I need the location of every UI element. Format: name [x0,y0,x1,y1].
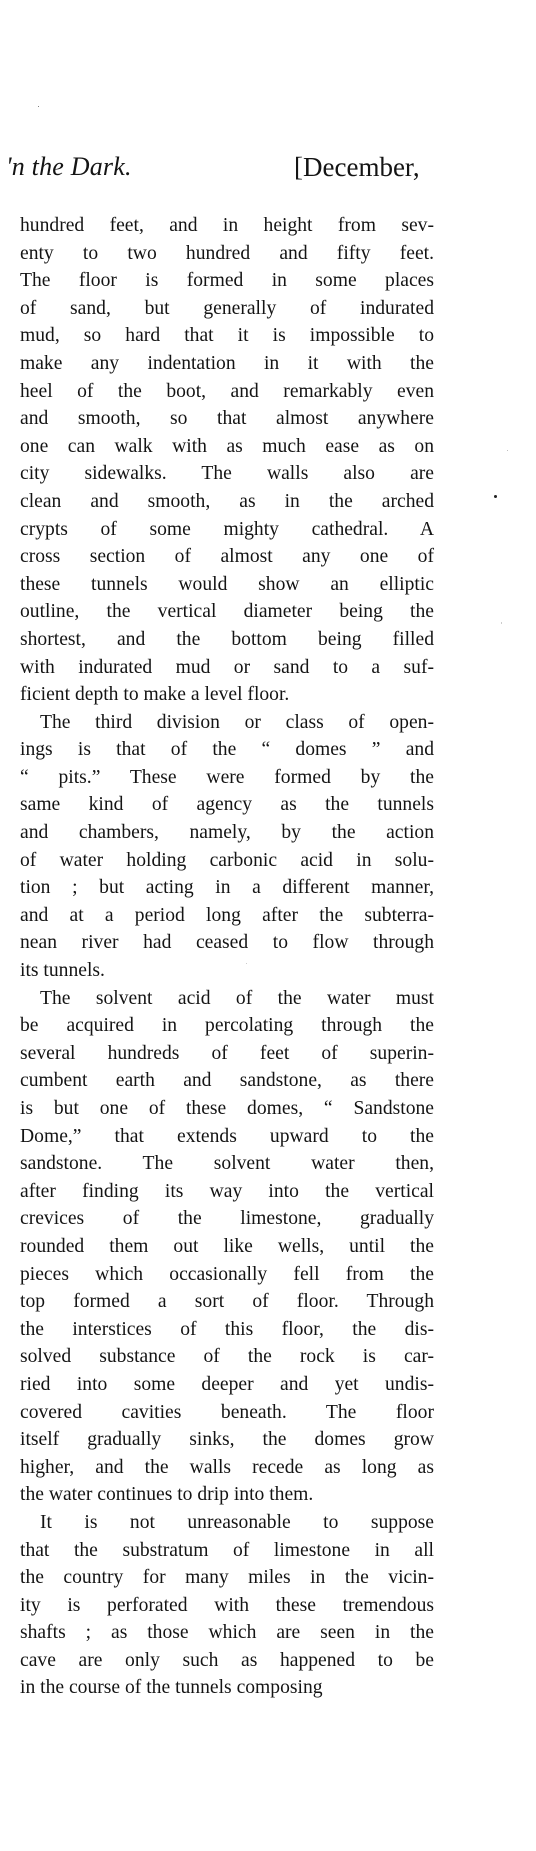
paragraph [20,985,434,1509]
text-line: ried into some deeper and yet undis- [20,1373,434,1395]
text-line: one can walk with as much ease as on [20,435,434,457]
text-line: make any indentation in it with the [20,352,434,374]
print-speck [507,450,508,451]
text-line: Dome,” that extends upward to the [20,1125,434,1147]
text-line: the country for many miles in the vicin- [20,1567,434,1589]
print-speck [38,106,39,107]
text-line: enty to two hundred and fifty feet. [20,242,434,264]
text-line: It is not unreasonable to suppose [40,1511,434,1533]
text-line: ity is perforated with these tremendous [20,1594,434,1616]
text-column [20,212,434,1702]
text-line: cross section of almost any one of [20,546,434,568]
text-line: solved substance of the rock is car- [20,1346,434,1368]
text-line: The floor is formed in some places [20,270,434,292]
text-line: itself gradually sinks, the domes grow [20,1429,434,1451]
text-line: in the course of the tunnels composing [20,1677,323,1699]
running-header [0,152,536,192]
text-line: “ pits.” These were formed by the [20,766,434,788]
text-line: shafts ; as those which are seen in the [20,1622,434,1644]
text-line: crypts of some mighty cathedral. A [20,518,434,540]
print-speck [246,963,247,964]
text-line: ficient depth to make a level floor. [20,684,290,706]
text-line: of water holding carbonic acid in solu- [20,849,434,871]
text-line: shortest, and the bottom being filled [20,628,434,650]
text-line: the interstices of this floor, the dis- [20,1318,434,1340]
text-line: be acquired in percolating through the [20,1015,434,1037]
text-line: and chambers, namely, by the action [20,822,434,844]
text-line: these tunnels would show an elliptic [20,573,434,595]
text-line: of sand, but generally of indurated [20,297,434,319]
text-line: top formed a sort of floor. Through [20,1291,434,1313]
text-line: rounded them out like wells, until the [20,1235,434,1257]
text-line: nean river had ceased to flow through [20,932,434,954]
text-line: sandstone. The solvent water then, [20,1153,434,1175]
text-line: ings is that of the “ domes ” and [20,739,434,761]
text-line: its tunnels. [20,960,105,982]
text-line: tion ; but acting in a different manner, [20,877,434,899]
text-line: The third division or class of open- [40,711,434,733]
text-line: heel of the boot, and remarkably even [20,380,434,402]
print-speck [494,495,497,498]
text-line: crevices of the limestone, gradually [20,1208,434,1230]
text-line: hundred feet, and in height from sev- [20,215,434,236]
running-date: [December, [294,152,420,182]
text-line: cave are only such as happened to be [20,1649,434,1671]
text-line: outline, the vertical diameter being the [20,601,434,623]
text-line: and at a period long after the subterra- [20,904,434,926]
text-line: same kind of agency as the tunnels [20,794,434,816]
text-line: pieces which occasionally fell from the [20,1263,434,1285]
text-line: the water continues to drip into them. [20,1484,314,1506]
paragraph [20,212,434,709]
text-line: cumbent earth and sandstone, as there [20,1070,434,1092]
text-line: and smooth, so that almost anywhere [20,408,434,430]
text-line: is but one of these domes, “ Sandstone [20,1098,434,1119]
text-line: clean and smooth, as in the arched [20,490,434,512]
text-line: mud, so hard that it is impossible to [20,325,434,347]
text-line: after finding its way into the vertical [20,1180,434,1202]
paragraph [20,1509,434,1702]
text-line: covered cavities beneath. The floor [20,1401,434,1423]
text-line: several hundreds of feet of superin- [20,1042,434,1064]
running-title: 'n the Dark. [6,152,132,181]
text-line: city sidewalks. The walls also are [20,463,434,485]
print-speck [501,622,502,624]
text-line: The solvent acid of the water must [40,987,434,1009]
text-line: that the substratum of limestone in all [20,1539,434,1561]
paragraph [20,709,434,985]
text-line: higher, and the walls recede as long as [20,1456,434,1478]
text-line: with indurated mud or sand to a suf- [20,656,434,678]
